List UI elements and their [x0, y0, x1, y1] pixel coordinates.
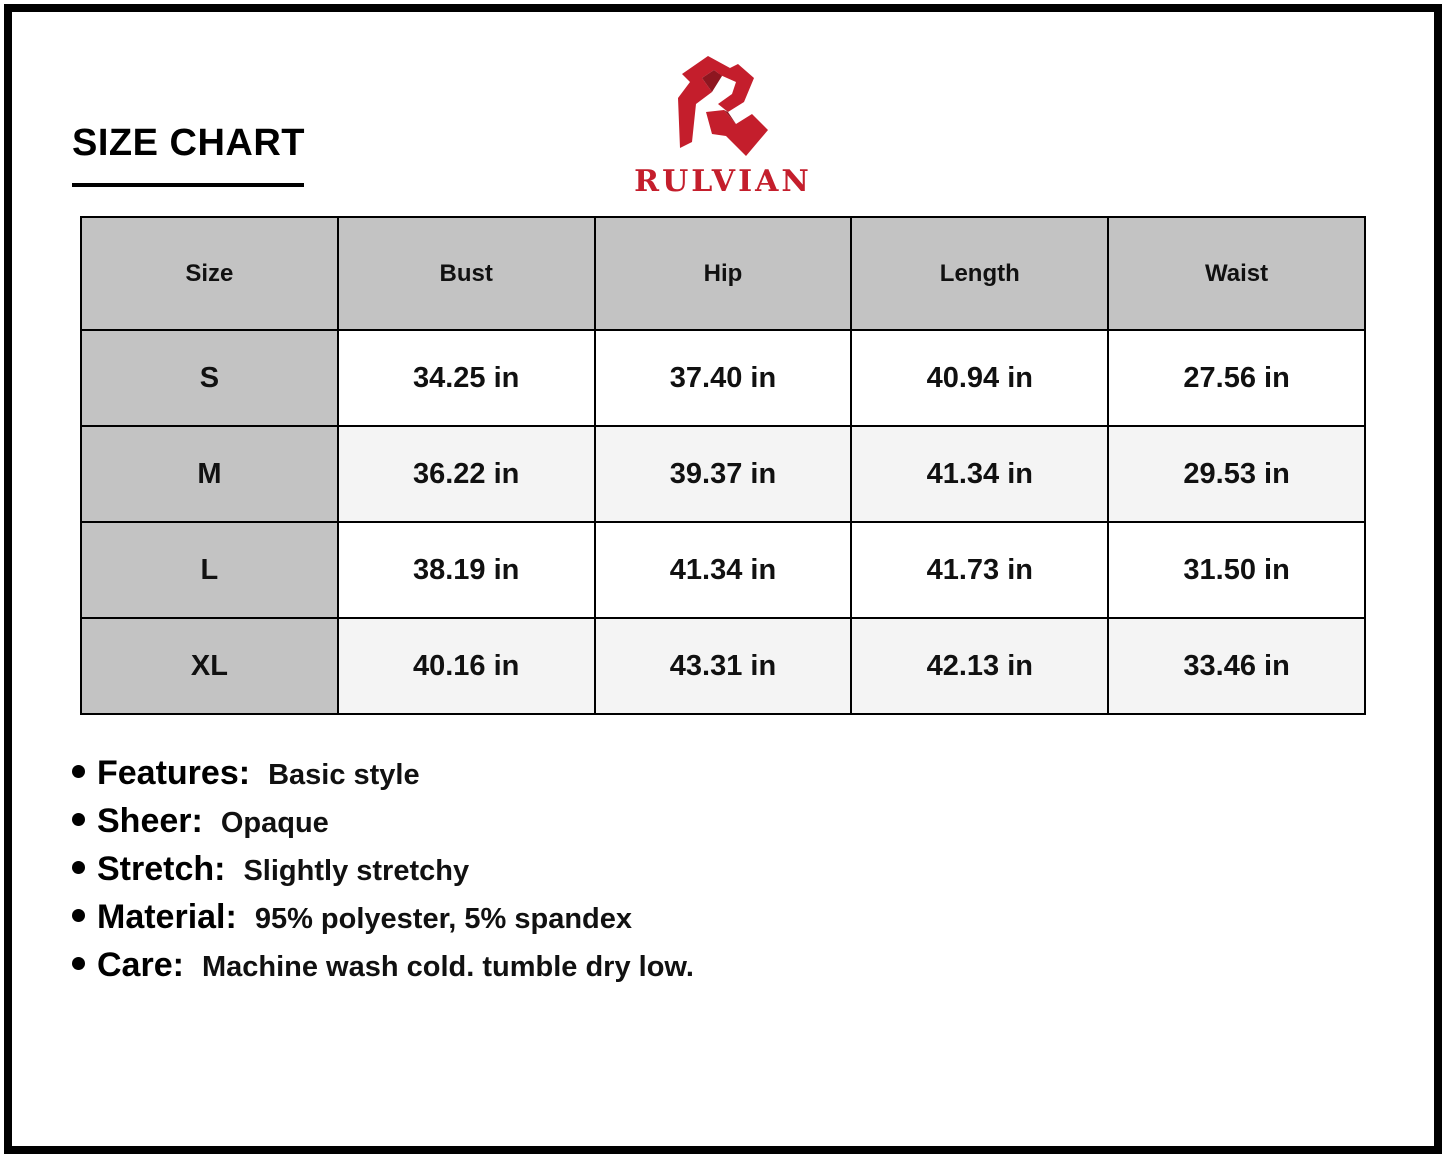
size-cell: S — [81, 330, 338, 426]
feature-item — [72, 754, 694, 802]
table-header-row — [81, 217, 1365, 330]
size-cell: L — [81, 522, 338, 618]
bullet-icon — [72, 861, 85, 874]
bust-cell: 40.16 in — [338, 618, 595, 714]
bust-cell: 38.19 in — [338, 522, 595, 618]
feature-label: Stretch: — [97, 850, 226, 888]
hip-cell: 39.37 in — [595, 426, 852, 522]
feature-value: 95% polyester, 5% spandex — [254, 903, 633, 935]
hip-cell: 37.40 in — [595, 330, 852, 426]
size-table — [80, 216, 1366, 715]
length-cell: 41.73 in — [851, 522, 1108, 618]
feature-label: Sheer: — [97, 802, 203, 840]
column-header: Size — [81, 217, 338, 330]
table-row — [81, 618, 1365, 714]
page-title: SIZE CHART — [72, 122, 305, 164]
length-cell: 40.94 in — [851, 330, 1108, 426]
feature-value: Machine wash cold. tumble dry low. — [201, 951, 694, 983]
waist-cell: 27.56 in — [1108, 330, 1365, 426]
feature-value: Slightly stretchy — [243, 855, 470, 887]
column-header: Waist — [1108, 217, 1365, 330]
brand-name: RULVIAN — [634, 164, 812, 199]
bullet-icon — [72, 909, 85, 922]
feature-label: Features: — [97, 754, 251, 792]
bust-cell: 34.25 in — [338, 330, 595, 426]
title-underline — [72, 183, 304, 187]
column-header: Bust — [338, 217, 595, 330]
feature-label: Care: — [97, 946, 184, 984]
table-row — [81, 330, 1365, 426]
length-cell: 42.13 in — [851, 618, 1108, 714]
waist-cell: 31.50 in — [1108, 522, 1365, 618]
bullet-icon — [72, 765, 85, 778]
column-header: Length — [851, 217, 1108, 330]
table-row — [81, 426, 1365, 522]
hip-cell: 43.31 in — [595, 618, 852, 714]
bust-cell: 36.22 in — [338, 426, 595, 522]
feature-item — [72, 850, 694, 898]
brand-r-logo-icon — [672, 52, 772, 162]
hip-cell: 41.34 in — [595, 522, 852, 618]
brand-logo — [600, 48, 846, 200]
feature-label: Material: — [97, 898, 237, 936]
waist-cell: 33.46 in — [1108, 618, 1365, 714]
feature-list — [72, 754, 694, 994]
feature-item — [72, 946, 694, 994]
feature-item — [72, 802, 694, 850]
bullet-icon — [72, 813, 85, 826]
feature-value: Opaque — [220, 807, 329, 839]
feature-item — [72, 898, 694, 946]
bullet-icon — [72, 957, 85, 970]
waist-cell: 29.53 in — [1108, 426, 1365, 522]
feature-value: Basic style — [268, 759, 420, 791]
size-cell: M — [81, 426, 338, 522]
table-row — [81, 522, 1365, 618]
size-cell: XL — [81, 618, 338, 714]
column-header: Hip — [595, 217, 852, 330]
length-cell: 41.34 in — [851, 426, 1108, 522]
